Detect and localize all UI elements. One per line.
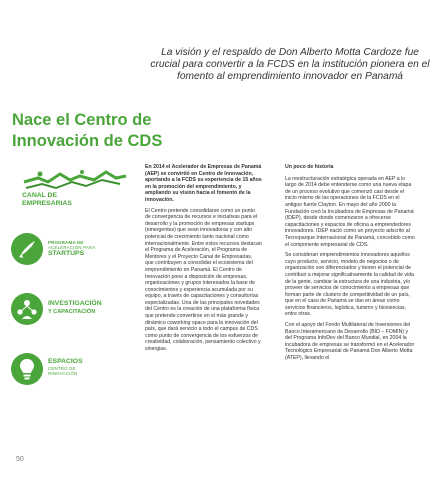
col1-paragraph-1: En 2014 el Acelerador de Empresas de Panamá (AEP) se convirtió en Centro de Innovación, aportando a la FCDS su experiencia de 15 años en la promoción del emprendimiento, y ampliando su visión hacia el fomento de la innovación. — [145, 164, 262, 203]
startups-block — [8, 232, 136, 272]
espacios-label-1: ESPACIOS — [48, 358, 83, 365]
canal-label-2: EMPRESARIAS — [22, 199, 72, 207]
title-line-2: Innovación de CDS — [12, 132, 163, 150]
investigacion-label-1: INVESTIGACIÓN — [48, 300, 102, 307]
startups-label-1: PROGRAMA DE — [48, 240, 84, 245]
people-network-icon — [10, 292, 44, 326]
startups-label-3: STARTUPS — [48, 250, 85, 257]
canal-empresarias-block — [8, 168, 136, 216]
col2-paragraph-2: Se consideran emprendimientos innovadores aquellos cuyo producto, servicio, modelo de negocios o de organización son diferenciados y tienen el potencial de contribuir a mejorar significativamente la calidad de vida de la gente, cambiar la estructura de una industria, y/o proveer de servicios de conocimiento a empresas que forman parte de clusters de competitividad de un país, que en el caso de Panamá se dan en áreas como servicios financieros, logística, turismo y bioxiencias, entre otras. — [285, 252, 414, 318]
startups-label-2: ACELERACIÓN PARA — [48, 245, 96, 250]
canal-label-1: CANAL DE — [22, 192, 57, 199]
col2-heading: Un poco de historia — [285, 164, 334, 170]
col2-paragraph-1: La reestructuración estratégica operada en AEP a lo largo de 2014 debe entenderse como una nueva etapa de un proceso evolutivo que comenzó casi desde el inicio mismo de las operaciones de la FCDS en el antiguo fuerte Clayton. En mayo del año 2000 la Fundación creó la Incubadora de Empresas de Panamá (IDEP), desde donde comenzaron a ofrecerse capacitaciones y espacios de oficina a emprendedores innovadores. IDEP nació como un proyecto adscrito al Tecnoparque Internacional de Panamá, concebido como el componente empresarial de CDS. — [285, 175, 415, 248]
espacios-label-2: CENTRO DE — [48, 365, 76, 371]
title-line-1: Nace el Centro de — [12, 111, 152, 129]
column-1 — [145, 164, 262, 357]
canal-icon — [20, 168, 130, 192]
espacios-block — [8, 352, 136, 392]
investigacion-label-2: Y CAPACITACIÓN — [48, 308, 96, 315]
column-2 — [285, 164, 415, 366]
rocket-icon — [10, 232, 44, 266]
investigacion-block — [8, 292, 136, 332]
col1-paragraph-2: El Centro pretende consolidarse como un punto de convergencia de recursos e iniciativas para el desarrollo y la promoción de empresas startups (emergentes) que sean innovadoras y con alto potencial de crecimiento tanto nacional como internacionalmente. Entre estos recursos destacan el Programa de Aceleración, el Programa de Mentores y el Proyecto Canal de Empresarias, que contribuyen a consolidar el ecosistema del emprendimiento en Panamá. El Centro de Innovación pone a disposición de empresas, organizaciones y grupos interesados la base de conocimientos y experiencia acumulada por su equipo, a través de capacitaciones y consultorías especializadas. Una de las principales novedades del Centro es la creación de una plataforma física que pretende convertirse en el más grande y dinámico coworking space para la innovación del país, que dará servicio a todo el campus de CDS como punto de convergencia de los esfuerzos de creatividad, colaboración, pensamiento colectivo y sinergias. — [145, 207, 262, 353]
lightbulb-icon — [10, 352, 44, 386]
page-number: 50 — [16, 456, 24, 463]
espacios-label-3: INNOVACIÓN — [48, 370, 78, 376]
quote-block: La visión y el respaldo de Don Alberto Motta Cardoze fue crucial para convertir a la FCDS en la institución pionera en el fomento al emprendimiento innovador en Panamá — [150, 47, 430, 82]
col2-paragraph-3: Con el apoyo del Fondo Multilateral de Inversiones del Banco Interamericano de Desarrollo (BID – FOMIN) y del Programa InfoDev del Banco Mundial, en 2004 la incubadora de empresas se transformó en el Acelerador Tecnológico Empresarial de Panamá Don Alberto Motta (ATEP), llevando el — [285, 322, 415, 362]
page-title — [12, 110, 172, 152]
